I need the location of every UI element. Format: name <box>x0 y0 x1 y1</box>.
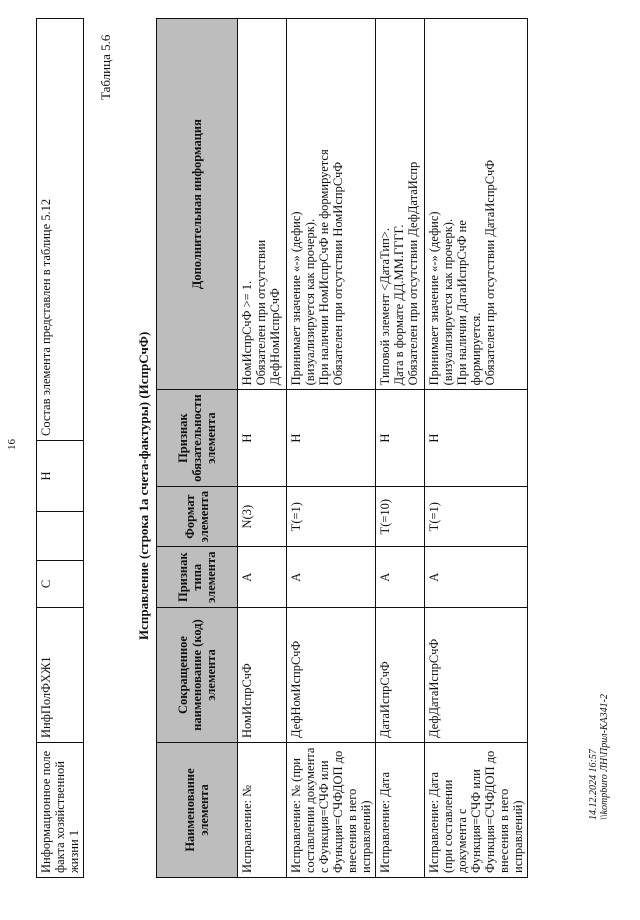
cell-name: Информационное поле факта хозяйственной жизни 1 <box>37 743 84 878</box>
info-line: Принимает значение «-» (дефис) <box>289 211 303 386</box>
cell-code: ДатаИспрСчФ <box>376 608 425 743</box>
cell-required: Н <box>238 390 287 487</box>
header-name: Наименование элемента <box>157 743 238 878</box>
cell-type: А <box>376 547 425 608</box>
info-line: При наличии ДатаИспрСчФ не <box>455 220 469 386</box>
main-table <box>156 18 528 878</box>
header-info: Дополнительная информация <box>157 19 238 390</box>
cell-required: Н <box>376 390 425 487</box>
cell-code: ИнфПолФХЖ1 <box>37 608 84 743</box>
cell-format: Т(=1) <box>425 486 528 547</box>
cell-format <box>37 512 84 561</box>
cell-type: А <box>287 547 376 608</box>
cell-required: Н <box>287 390 376 487</box>
header-row <box>157 19 238 878</box>
info-line: Дата в формате ДД.ММ.ГГГГ. <box>392 224 406 386</box>
info-line: формируется. <box>469 312 483 386</box>
cell-code: НомИспрСчФ <box>238 608 287 743</box>
info-line: При наличии НомИспрСчФ не формируется <box>317 149 331 386</box>
top-continuation-table <box>36 18 84 878</box>
info-line: (визуализируется как прочерк). <box>441 218 455 386</box>
cell-info <box>287 19 376 390</box>
cell-name: Исправление: Дата <box>376 743 425 878</box>
cell-format: N(3) <box>238 486 287 547</box>
table-row <box>425 19 528 878</box>
info-line: Обязателен при отсутствии ДефДатаИспр <box>406 161 420 386</box>
info-line: Обязателен при отсутствии НомИспрСчФ <box>331 161 345 386</box>
info-line: Типовой элемент <ДатаТип>. <box>378 228 392 386</box>
info-line: Принимает значение «-» (дефис) <box>427 211 441 386</box>
info-line: НомИспрСчФ >= 1. <box>240 280 254 386</box>
cell-type: С <box>37 561 84 608</box>
cell-type: А <box>425 547 528 608</box>
header-format: Формат элемента <box>157 486 238 547</box>
info-line: (визуализируется как прочерк). <box>303 218 317 386</box>
table-row <box>376 19 425 878</box>
header-required: Признак обязательности элемента <box>157 390 238 487</box>
table-title: Исправление (строка 1а счета-фактуры) (ИспрСчФ) <box>136 331 151 640</box>
cell-required: Н <box>37 441 84 512</box>
footer-timestamp: 14.12.2024 16:57 <box>588 749 599 820</box>
cell-format: Т(=1) <box>287 486 376 547</box>
cell-info <box>425 19 528 390</box>
cell-info: Состав элемента представлен в таблице 5.12 <box>37 19 84 441</box>
cell-info <box>238 19 287 390</box>
info-line: Обязателен при отсутствии ДатаИспрСчФ <box>483 159 497 386</box>
header-type: Признак типа элемента <box>157 547 238 608</box>
cell-name: Исправление: № <box>238 743 287 878</box>
page-number: 16 <box>6 439 18 450</box>
cell-format: Т(=10) <box>376 486 425 547</box>
cell-name: Исправление: № (при составлении документа с Функция=СЧФ или Функция=СЧФДОП до внесения в него исправлений) <box>287 743 376 878</box>
cell-info <box>376 19 425 390</box>
cell-code: ДефДатаИспрСчФ <box>425 608 528 743</box>
table-row <box>287 19 376 878</box>
cell-name: Исправление: Дата (при составлении документа с Функция=СЧФ или Функция=СЧФДОП до внесения в него исправлений) <box>425 743 528 878</box>
cell-required: Н <box>425 390 528 487</box>
table-row <box>238 19 287 878</box>
info-line: ДефНомИспрСчФ <box>268 288 282 386</box>
table-label: Таблица 5.6 <box>98 34 113 100</box>
cell-code: ДефНомИспрСчФ <box>287 608 376 743</box>
info-line: Обязателен при отсутствии <box>254 239 268 386</box>
header-code: Сокращенное наименование (код) элемента <box>157 608 238 743</box>
footer-file: \\kompburo ЛН\Прил-КА341-2 <box>599 693 610 820</box>
footer <box>588 694 610 820</box>
table-row <box>37 19 84 878</box>
cell-type: А <box>238 547 287 608</box>
